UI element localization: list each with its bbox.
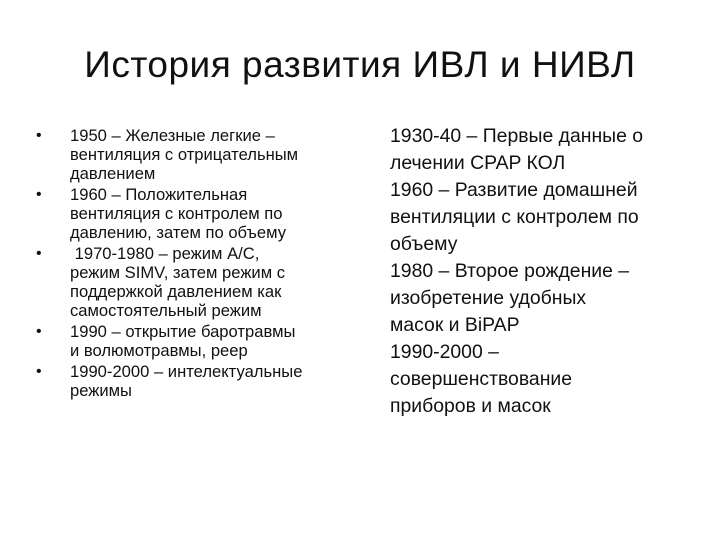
right-text-line: 1990-2000 –: [390, 341, 499, 363]
bullet-dot-icon: •: [36, 363, 42, 380]
right-text-line: вентиляции с контролем по: [390, 206, 639, 228]
bullet-line: давлением: [70, 164, 156, 183]
bullet-dot-icon: •: [36, 245, 42, 262]
bullet-line: давлению, затем по объему: [70, 223, 286, 242]
bullet-line: 1990 – открытие баротравмы: [70, 322, 296, 341]
bullet-line: вентиляция с контролем по: [70, 204, 283, 223]
right-text-line: изобретение удобных: [390, 287, 587, 309]
right-text-line: совершенствование: [390, 368, 573, 390]
bullet-line: и волюмотравмы, peep: [70, 341, 248, 360]
bullet-line: 1990-2000 – интелектуальные: [70, 362, 303, 381]
bullet-dot-icon: •: [36, 323, 42, 340]
bullet-line: 1970-1980 – режим A/C,: [70, 244, 260, 263]
bullet-line: 1960 – Положительная: [70, 185, 248, 204]
bullet-dot-icon: •: [36, 186, 42, 203]
bullet-line: режим SIMV, затем режим с: [70, 263, 286, 282]
bullet-item-1960: [36, 185, 358, 242]
right-text-line: 1960 – Развитие домашней: [390, 179, 638, 201]
right-text-line: объему: [390, 233, 458, 255]
right-text-line: масок и BiPAP: [390, 314, 520, 336]
right-column: [390, 123, 690, 420]
right-text-line: лечении CPAP КОЛ: [390, 152, 566, 174]
bullet-line: 1950 – Железные легкие –: [70, 126, 275, 145]
left-column: [36, 126, 358, 402]
bullet-item-1990: [36, 322, 358, 360]
bullet-item-1990-2000: [36, 362, 358, 400]
right-text-line: 1980 – Второе рождение –: [390, 260, 630, 282]
bullet-line: самостоятельный режим: [70, 301, 262, 320]
bullet-item-1970-1980: [36, 244, 358, 320]
bullet-list: [36, 126, 358, 400]
right-text-line: 1930-40 – Первые данные о: [390, 125, 644, 147]
bullet-line: поддержкой давлением как: [70, 282, 282, 301]
bullet-item-1950: [36, 126, 358, 183]
right-text-line: приборов и масок: [390, 395, 551, 417]
bullet-line: вентиляция с отрицательным: [70, 145, 299, 164]
slide-title: История развития ИВЛ и НИВЛ: [84, 44, 636, 85]
bullet-dot-icon: •: [36, 127, 42, 144]
bullet-line: режимы: [70, 381, 132, 400]
